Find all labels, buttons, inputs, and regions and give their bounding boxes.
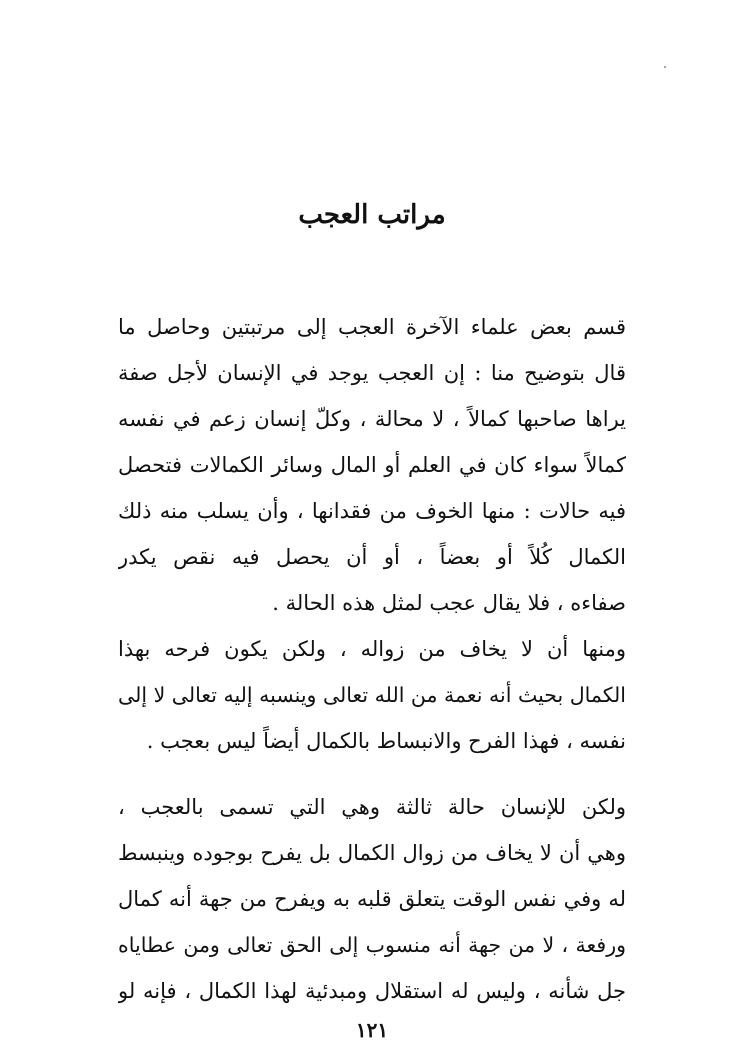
paragraph-3	[118, 784, 626, 1014]
paragraph-1	[118, 304, 626, 626]
text-line: صفاءه ، فلا يقال عجب لمثل هذه الحالة .	[272, 591, 626, 615]
text-line: قال بتوضيح منا : إن العجب يوجد في الإنسان لأجل صفة	[118, 361, 626, 385]
scan-speck	[664, 66, 666, 68]
text-line: يراها صاحبها كمالاً ، لا محالة ، وكلّ إنسان زعم في نفسه	[118, 407, 626, 431]
page-title: مراتب العجب	[298, 200, 446, 230]
text-line: فيه حالات : منها الخوف من فقدانها ، وأن يسلب منه ذلك	[118, 499, 626, 523]
text-line: وهي أن لا يخاف من زوال الكمال بل يفرح بوجوده وينبسط	[118, 841, 626, 865]
paragraph-2	[118, 626, 626, 764]
page-number: ١٢١	[355, 1018, 389, 1042]
text-line: الكمال بحيث أنه نعمة من الله تعالى وينسبه إليه تعالى لا إلى	[118, 683, 626, 707]
text-line: نفسه ، فهذا الفرح والانبساط بالكمال أيضاً ليس بعجب .	[146, 729, 626, 753]
text-line: الكمال كُلاً أو بعضاً ، أو أن يحصل فيه نقص يكدر	[118, 545, 626, 569]
text-line: له وفي نفس الوقت يتعلق قلبه به ويفرح من جهة أنه كمال	[118, 887, 626, 911]
text-line: جل شأنه ، وليس له استقلال ومبدئية لهذا الكمال ، فإنه لو	[118, 979, 626, 1003]
text-line: ورفعة ، لا من جهة أنه منسوب إلى الحق تعالى ومن عطاياه	[118, 933, 626, 957]
text-line: ومنها أن لا يخاف من زواله ، ولكن يكون فرحه بهذا	[118, 637, 626, 661]
text-line: كمالاً سواء كان في العلم أو المال وسائر الكمالات فتحصل	[118, 453, 626, 477]
text-line: ولكن للإنسان حالة ثالثة وهي التي تسمى بالعجب ،	[118, 795, 626, 819]
text-line: قسم بعض علماء الآخرة العجب إلى مرتبتين وحاصل ما	[118, 315, 626, 339]
